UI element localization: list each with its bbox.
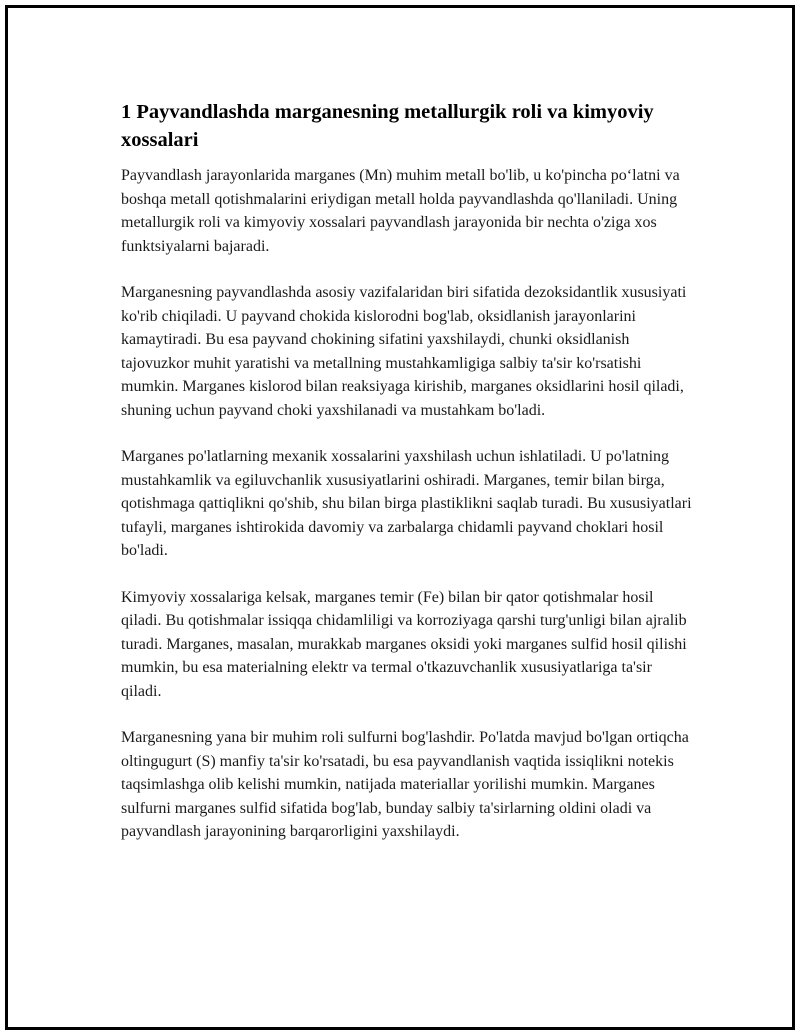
paragraph: Payvandlash jarayonlarida marganes (Mn) muhim metall bo'lib, u ko'pincha po‘latni va boshqa metall qotishmalarini eriydigan metall holda payvandlashda qo'llaniladi. Uning metallurgik roli va kimyoviy xossalari payvandlash jarayonida bir nechta o'ziga xos funktsiyalarni bajaradi. [121,167,680,255]
document-body [121,98,696,867]
section-heading: 1 Payvandlashda marganesning metallurgik roli va kimyoviy xossalari [121,101,654,151]
paragraph: Kimyoviy xossalariga kelsak, marganes temir (Fe) bilan bir qator qotishmalar hosil qiladi. Bu qotishmalar issiqqa chidamliligi va korroziyaga qarshi turg'unligi bilan ajralib turadi. Marganes, masalan, murakkab marganes oksidi yoki marganes sulfid hosil qilishi mumkin, bu esa materialning elektr va termal o'tkazuvchanlik xususiyatlariga ta'sir qiladi. [121,588,687,700]
paragraph: Marganesning yana bir muhim roli sulfurni bog'lashdir. Po'latda mavjud bo'lgan ortiqcha oltingugurt (S) manfiy ta'sir ko'rsatadi, bu esa payvandlanish vaqtida issiqlikni notekis taqsimlashga olib kelishi mumkin, natijada materiallar yorilishi mumkin. Marganes sulfurni marganes sulfid sifatida bog'lab, bunday salbiy ta'sirlarning oldini oladi va payvandlash jarayonining barqarorligini yaxshilaydi. [121,729,689,840]
paragraph: Marganes po'latlarning mexanik xossalarini yaxshilash uchun ishlatiladi. U po'latning mustahkamlik va egiluvchanlik xususiyatlarini oshiradi. Marganes, temir bilan birga, qotishmaga qattiqlikni qo'shib, shu bilan birga plastiklikni saqlab turadi. Bu xususiyatlari tufayli, marganes ishtirokida davomiy va zarbalarga chidamli payvand choklari hosil bo'ladi. [121,448,692,559]
paragraph: Marganesning payvandlashda asosiy vazifalaridan biri sifatida dezoksidantlik xususiyati ko'rib chiqiladi. U payvand chokida kislorodni bog'lab, oksidlanish jarayonlarini kamaytiradi. Bu esa payvand chokining sifatini yaxshilaydi, chunki oksidlanish tajovuzkor muhit yaratishi va metallning mustahkamligiga salbiy ta'sir ko'rsatishi mumkin. Marganes kislorod bilan reaksiyaga kirishib, marganes oksidlarini hosil qiladi, shuning uchun payvand choki yaxshilanadi va mustahkam bo'ladi. [121,284,687,419]
page-frame [5,5,795,1030]
